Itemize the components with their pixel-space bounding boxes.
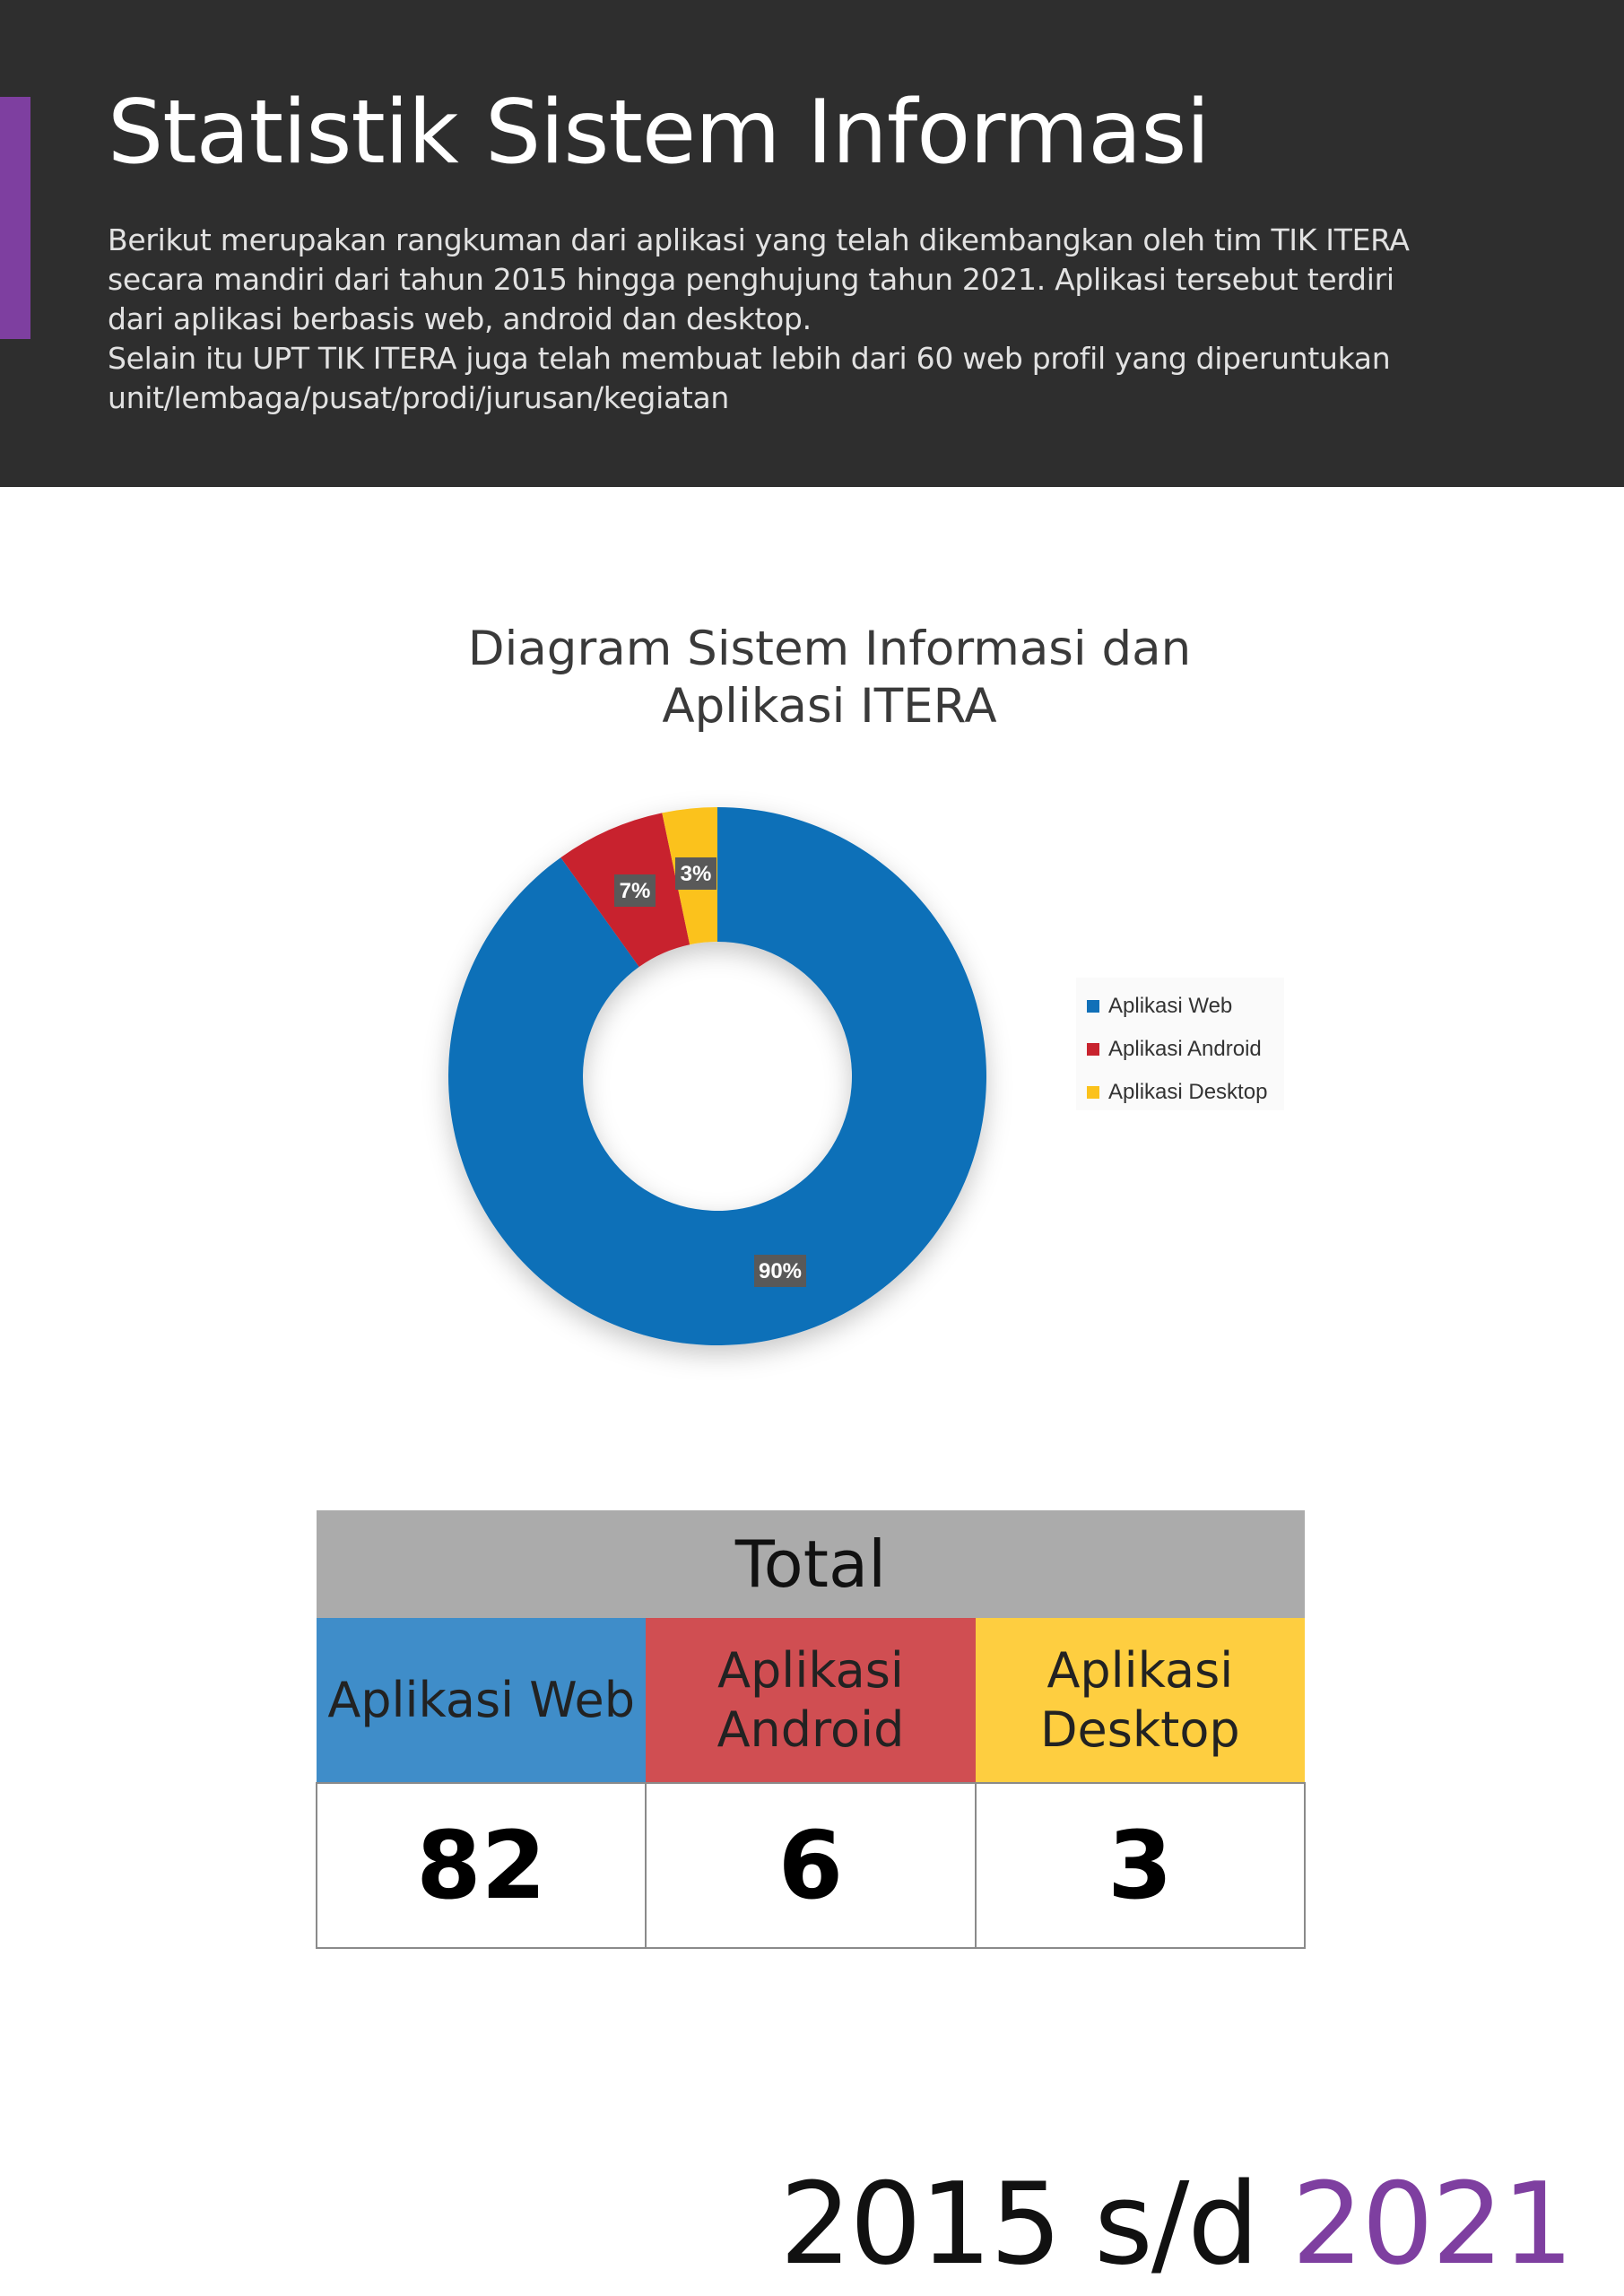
year-end: 2021	[1291, 2158, 1572, 2290]
intro-line: secara mandiri dari tahun 2015 hingga penghujung tahun 2021. Aplikasi tersebut terdiri	[108, 262, 1394, 297]
accent-bar	[0, 97, 30, 339]
chart-title-line: Diagram Sistem Informasi dan	[467, 622, 1192, 676]
intro-line: Berikut merupakan rangkuman dari aplikasi yang telah dikembangkan oleh tim TIK ITERA	[108, 222, 1410, 257]
legend-label: Aplikasi Desktop	[1108, 1080, 1268, 1104]
legend-item-web	[1087, 985, 1284, 1028]
legend-item-desktop	[1087, 1071, 1284, 1114]
category-desktop	[976, 1618, 1305, 1783]
data-label-text: 3%	[680, 862, 712, 886]
data-label-text: 90%	[758, 1259, 803, 1283]
donut-data-label	[614, 874, 656, 907]
data-label-text: 7%	[619, 879, 651, 903]
category-label: Aplikasi Web	[327, 1671, 635, 1728]
legend-swatch	[1087, 1000, 1099, 1013]
donut-chart	[395, 771, 1040, 1417]
totals-header: Total	[317, 1510, 1305, 1618]
total-value-web: 82	[317, 1783, 646, 1948]
intro-line: Selain itu UPT TIK ITERA juga telah membuat lebih dari 60 web profil yang diperuntukan	[108, 341, 1391, 376]
total-value-desktop: 3	[976, 1783, 1305, 1948]
intro-line: unit/lembaga/pusat/prodi/jurusan/kegiatan	[108, 380, 730, 415]
chart-title	[323, 621, 1336, 735]
donut-data-label	[754, 1255, 806, 1287]
totals-table	[316, 1510, 1306, 1949]
year-range	[779, 2157, 1572, 2292]
category-label: Android	[716, 1700, 905, 1758]
category-label: Aplikasi	[1046, 1641, 1234, 1699]
year-start: 2015 s/d	[779, 2158, 1258, 2290]
intro-text	[108, 221, 1507, 418]
donut-data-label	[675, 857, 716, 890]
chart-legend	[1076, 978, 1284, 1110]
category-web	[317, 1618, 646, 1783]
legend-swatch	[1087, 1043, 1099, 1056]
category-label: Aplikasi	[717, 1641, 904, 1699]
category-android	[646, 1618, 975, 1783]
total-value-android: 6	[646, 1783, 975, 1948]
intro-line: dari aplikasi berbasis web, android dan desktop.	[108, 301, 812, 336]
header-banner	[0, 0, 1624, 487]
chart-title-line: Aplikasi ITERA	[662, 679, 997, 734]
legend-label: Aplikasi Web	[1108, 994, 1233, 1018]
page-title: Statistik Sistem Informasi	[108, 82, 1210, 184]
category-label: Desktop	[1039, 1700, 1240, 1758]
legend-label: Aplikasi Android	[1108, 1037, 1262, 1061]
legend-swatch	[1087, 1086, 1099, 1099]
legend-item-android	[1087, 1028, 1284, 1071]
